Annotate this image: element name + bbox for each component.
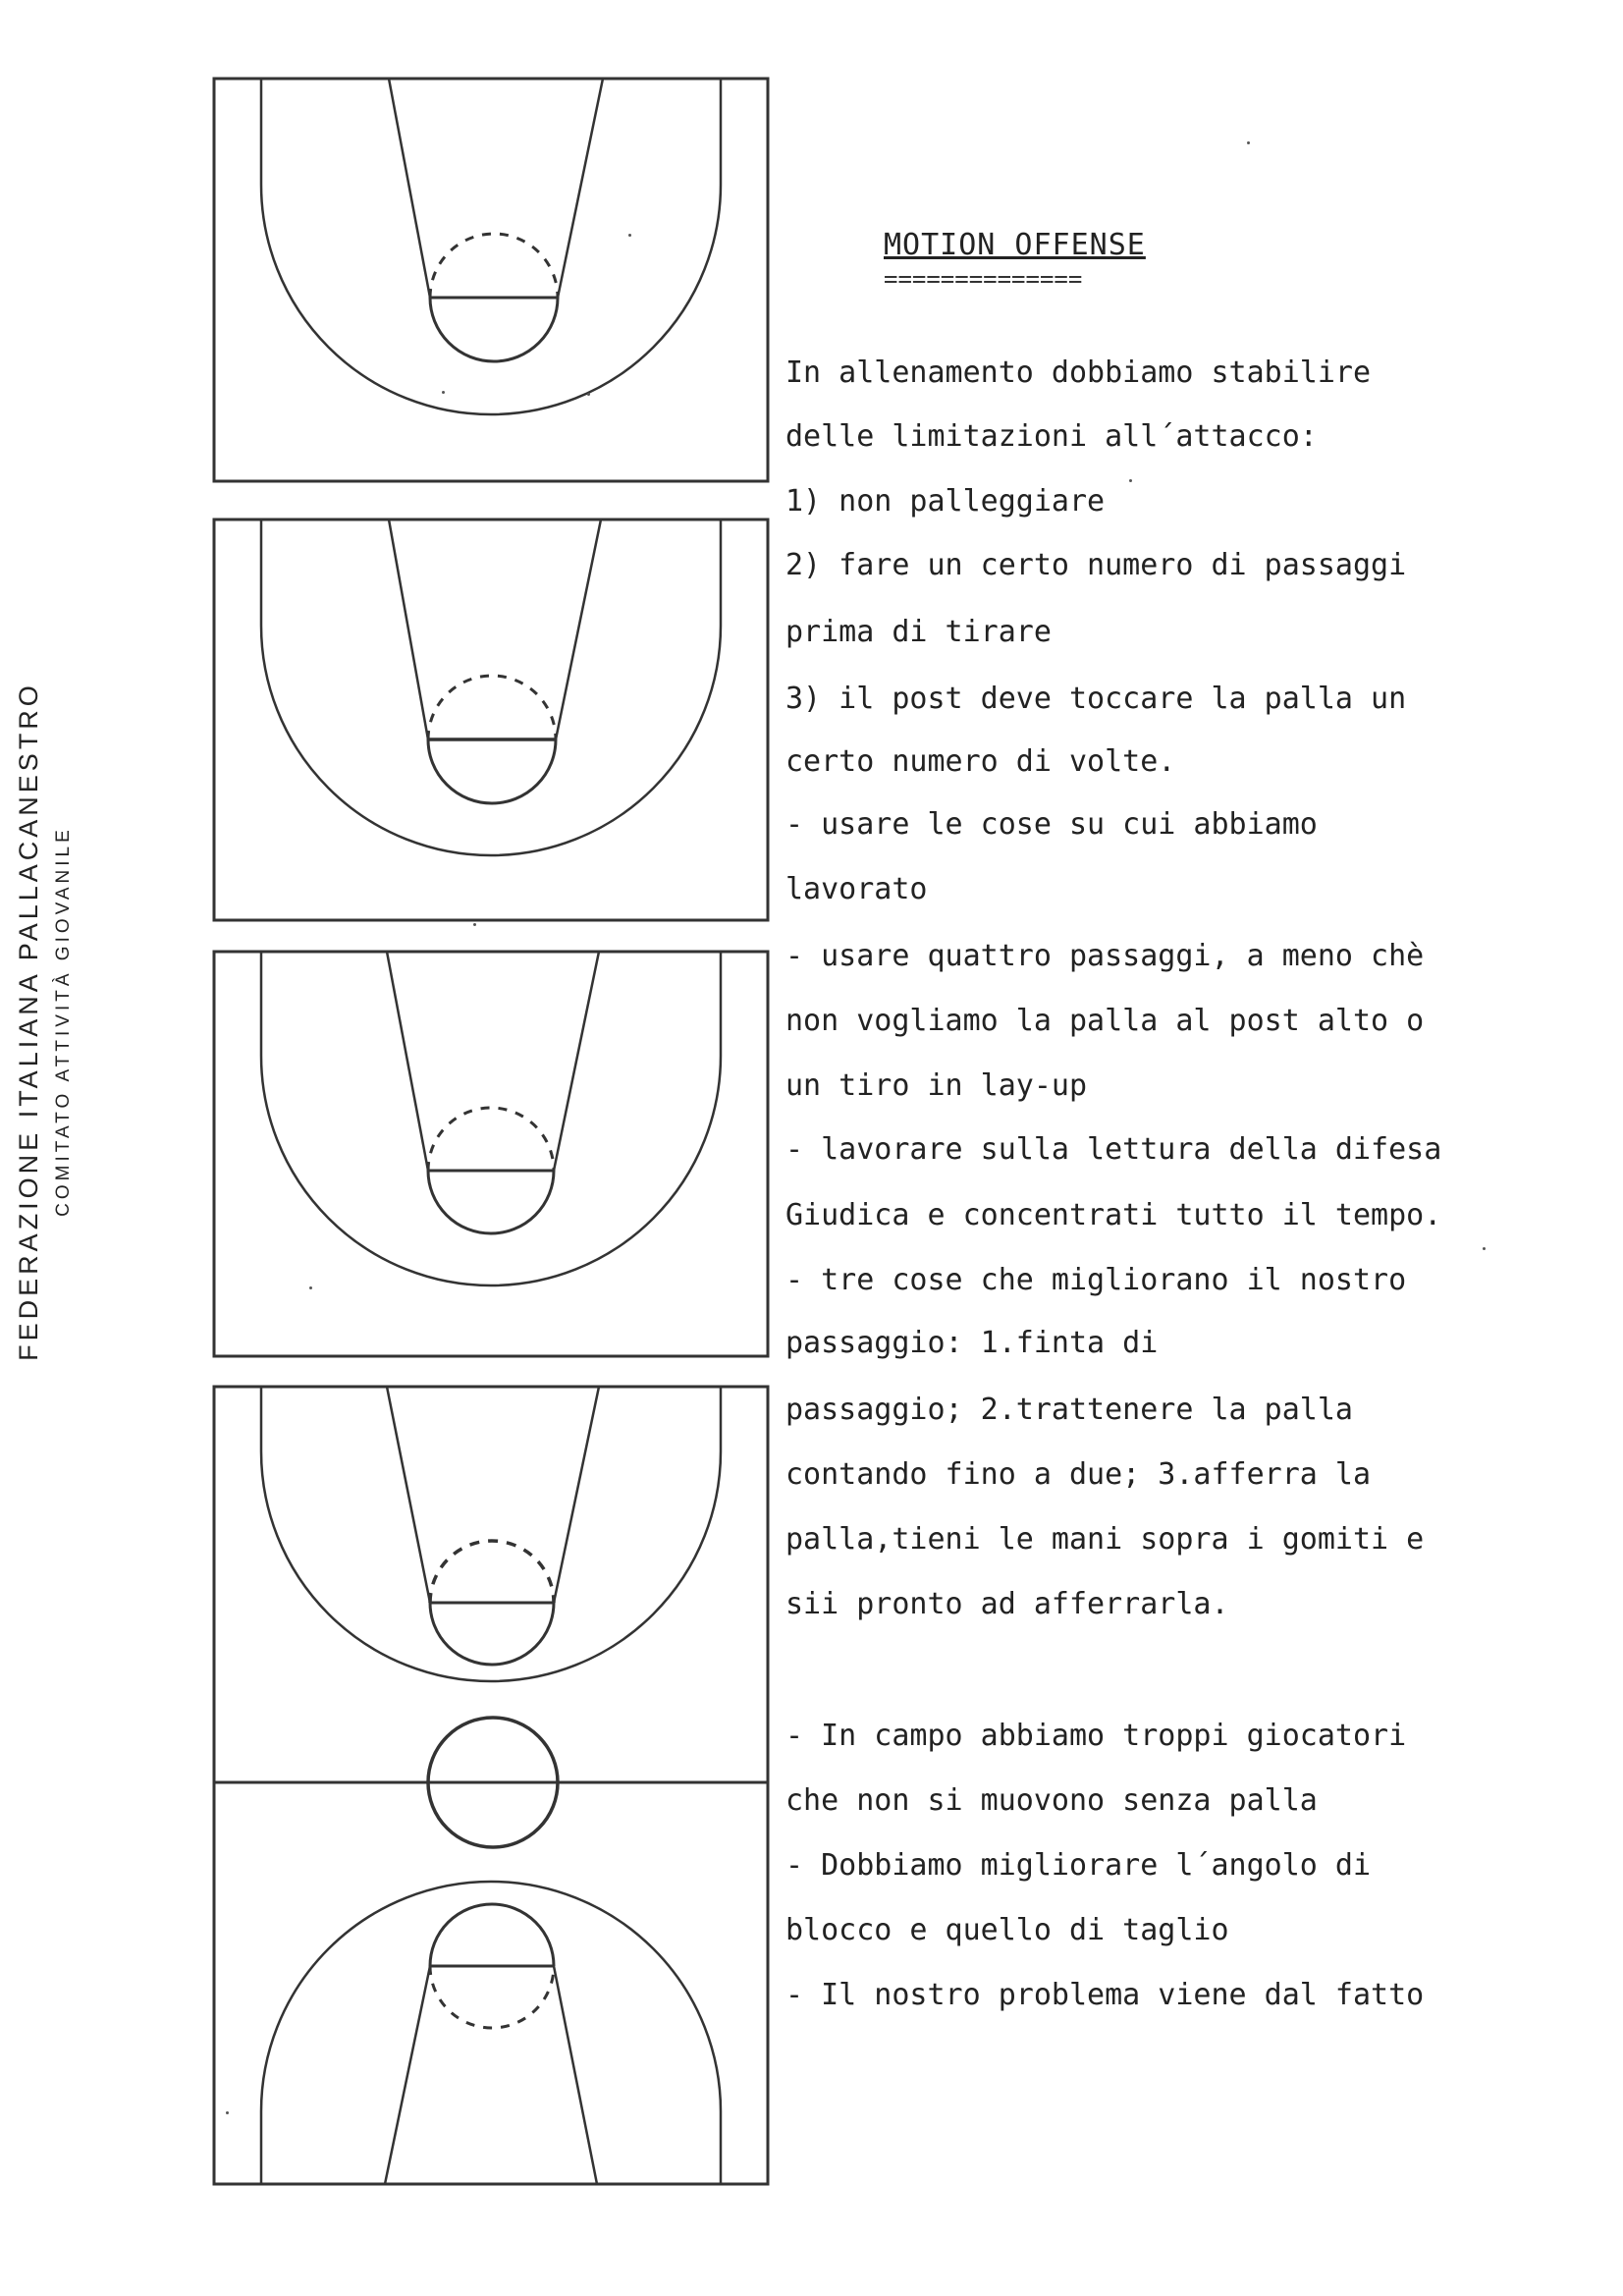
text-line: contando fino a due; 3.afferra la xyxy=(785,1457,1372,1492)
scan-speck xyxy=(628,234,631,237)
sidebar-text xyxy=(14,682,151,1361)
scan-speck xyxy=(1129,479,1132,482)
text-line: 3) il post deve toccare la palla un xyxy=(785,682,1407,716)
text-line: - usare quattro passaggi, a meno chè xyxy=(785,939,1425,973)
text-line: sii pronto ad afferrarla. xyxy=(785,1587,1229,1621)
text-line: 1) non palleggiare xyxy=(785,484,1106,519)
full-court-diagram xyxy=(212,1385,770,2186)
text-line: - Dobbiamo migliorare l´angolo di xyxy=(785,1848,1372,1883)
scan-speck xyxy=(1247,141,1250,144)
text-line: delle limitazioni all´attacco: xyxy=(785,419,1318,454)
text-line: - lavorare sulla lettura della difesa xyxy=(785,1132,1442,1167)
text-line: - Il nostro problema viene dal fatto xyxy=(785,1978,1425,2012)
text-line: - In campo abbiamo troppi giocatori xyxy=(785,1719,1407,1753)
document-title: MOTION OFFENSE xyxy=(884,228,1146,262)
scan-speck xyxy=(1483,1247,1486,1250)
text-line: passaggio; 2.trattenere la palla xyxy=(785,1393,1353,1427)
text-line: palla,tieni le mani sopra i gomiti e xyxy=(785,1522,1425,1557)
text-line: Giudica e concentrati tutto il tempo. xyxy=(785,1198,1442,1232)
text-line: lavorato xyxy=(785,872,928,906)
half-court-diagram-2 xyxy=(212,518,770,922)
federation-title: FEDERAZIONE ITALIANA PALLACANESTRO xyxy=(14,682,43,1361)
scan-speck xyxy=(473,923,476,926)
text-line: 2) fare un certo numero di passaggi xyxy=(785,548,1407,582)
half-court-diagram-1 xyxy=(212,77,770,483)
text-line: non vogliamo la palla al post alto o xyxy=(785,1004,1425,1038)
committee-subtitle: COMITATO ATTIVITÀ GIOVANILE xyxy=(53,826,74,1217)
half-court-diagram-3 xyxy=(212,950,770,1358)
scan-speck xyxy=(442,391,445,394)
text-line: - tre cose che migliorano il nostro xyxy=(785,1263,1407,1297)
text-line: certo numero di volte. xyxy=(785,744,1176,779)
text-line: che non si muovono senza palla xyxy=(785,1783,1318,1818)
text-line: blocco e quello di taglio xyxy=(785,1913,1229,1947)
text-line: In allenamento dobbiamo stabilire xyxy=(785,355,1372,390)
text-line: - usare le cose su cui abbiamo xyxy=(785,807,1318,842)
scan-speck xyxy=(226,2111,229,2114)
text-line: un tiro in lay-up xyxy=(785,1068,1088,1103)
text-line: passaggio: 1.finta di xyxy=(785,1326,1159,1360)
scan-speck xyxy=(587,393,590,396)
title-double-underline: ============== xyxy=(884,265,1083,293)
text-line: prima di tirare xyxy=(785,615,1052,649)
scan-speck xyxy=(309,1286,312,1289)
